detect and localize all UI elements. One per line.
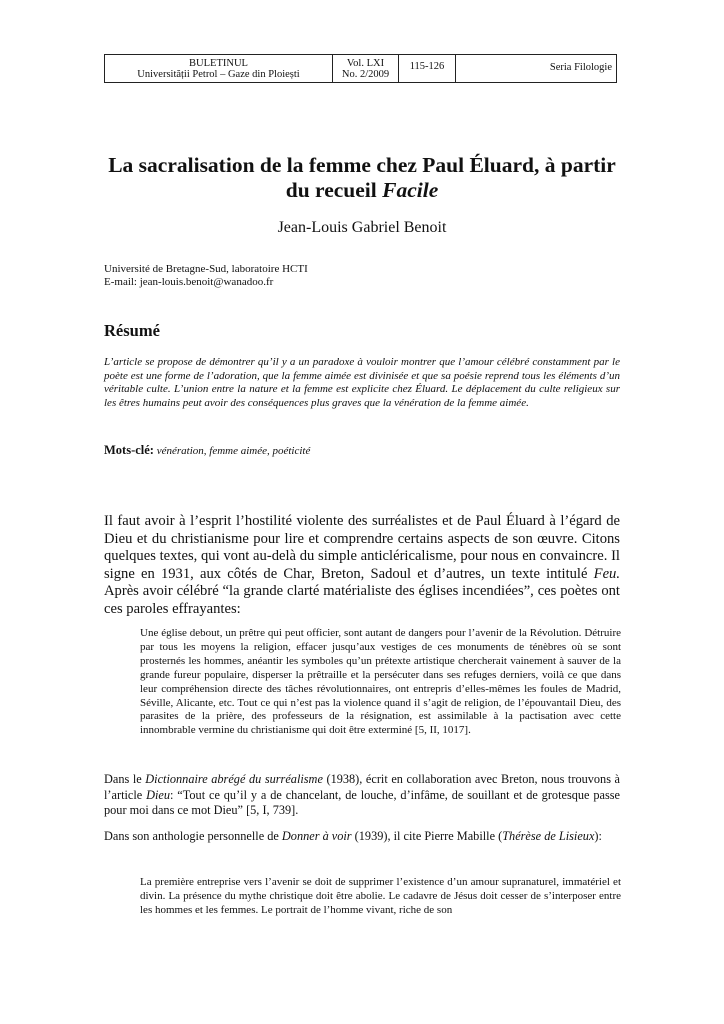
issue: No. 2/2009 (341, 68, 390, 80)
p3-italic-1: Donner à voir (281, 829, 352, 843)
series-cell (456, 55, 616, 82)
resume-heading: Résumé (104, 321, 160, 340)
resume-text: L’article se propose de démontrer qu’il y a un paradoxe à vouloir montrer que l’amour célébré constamment par le poète est une forme de l’adoration, que la femme aimée est divinisée et que sa poésie reprend tous les éléments d’un véritable culte. L’union entre la nature et la femme est explicite chez Éluard. Le déplacement du culte religieux sur les êtres humains peut avoir des conséquences plus graves que la vénération de la femme aimée. (104, 356, 620, 409)
p3-text-b: (1939), il cite Pierre Mabille ( (351, 829, 503, 843)
p2-italic-2: Dieu (146, 787, 171, 802)
author-name: Jean-Louis Gabriel Benoit (277, 219, 447, 236)
p3-italic-2: Thérèse de Lisieux (502, 829, 595, 843)
volume: Vol. LXI (346, 57, 385, 69)
journal-name-line1: BULETINUL (189, 57, 248, 69)
block-quote-2: La première entreprise vers l’avenir se doit de supprimer l’existence d’un amour supranaturel, immatériel et divin. La présence du mythe christique doit être abolie. Le cadavre de Jésus doit cesser de s’interposer entre les hommes et les femmes. Le portrait de l’homme vivant, riche de son (140, 876, 621, 916)
p3-text-a: Dans son anthologie personnelle de (104, 829, 282, 843)
volume-cell (333, 55, 399, 82)
p1-italic: Feu. (593, 565, 620, 582)
journal-header (104, 54, 617, 83)
body-paragraph-3 (104, 829, 620, 845)
p1-text-b: Après avoir célébré “la grande clarté matérialiste des églises incendiées”, ces poètes ont ces paroles effrayantes: (104, 583, 620, 617)
keywords-label: Mots-clé: (104, 443, 154, 457)
title-main: La sacralisation de la femme chez Paul Éluard, à partir du recueil (108, 153, 616, 202)
body-paragraph-1 (104, 513, 620, 619)
journal-name-cell (105, 55, 333, 82)
keywords-value: vénération, femme aimée, poéticité (156, 445, 311, 457)
series-name: Seria Filologie (549, 62, 612, 73)
body-paragraph-2 (104, 772, 620, 819)
p2-italic-1: Dictionnaire abrégé du surréalisme (145, 772, 323, 786)
author-email: E-mail: jean-louis.benoit@wanadoo.fr (104, 276, 274, 288)
affiliation (104, 263, 308, 289)
journal-name-line2: Universității Petrol – Gaze din Ploiești (137, 68, 300, 80)
p2-text-c: : “Tout ce qu’il y a de chancelant, de louche, d’infâme, de souillant et de grotesque passe pour moi dans ce mot Dieu” [5, I, 739]. (104, 787, 620, 818)
title-italic: Facile (382, 178, 439, 202)
page-range: 115-126 (409, 61, 445, 72)
institution: Université de Bretagne-Sud, laboratoire HCTI (104, 263, 308, 275)
p1-text-a: Il faut avoir à l’esprit l’hostilité violente des surréalistes et de Paul Éluard à l’égard de Dieu et du christianisme pour lire et comprendre certains aspects de son œuvre. Citons quelques textes, qui vont au-delà du simple anticléricalisme, pour nous en convaincre. Il signe en 1931, aux côtés de Char, Breton, Sadoul et d’autres, un texte intitulé (104, 513, 620, 582)
block-quote-1: Une église debout, un prêtre qui peut officier, sont autant de dangers pour l’avenir de la Révolution. Détruire par tous les moyens la religion, effacer jusqu’aux vestiges de ces monuments de ténèbres où se sont prosternés les hommes, anéantir les symboles qu’un prétexte artistique chercherait vainement à sauver de la grande fureur populaire, disperser la prêtraille et la persécuter dans ses refuges derniers, voilà ce que dans leur compréhension directe des tâches révolutionnaires, ont entrepris d’elles-mêmes les foules de Madrid, Séville, Alicante, etc. Tout ce qui n’est pas la violence quand il s’agit de religion, de l’épouvantail Dieu, des parasites de la prière, des professeurs de la résignation, est assimilable à la pactisation avec cette innombrable vermine du christianisme qui doit être exterminé [5, II, 1017]. (140, 627, 621, 737)
article-title (104, 153, 620, 203)
p2-text-b: (1938), écrit en collaboration avec Breton, nous trouvons à l’article (104, 772, 621, 802)
pages-cell (399, 55, 456, 82)
keywords (104, 443, 310, 458)
p2-text-a: Dans le (104, 772, 146, 786)
p3-text-c: ): (594, 829, 602, 843)
